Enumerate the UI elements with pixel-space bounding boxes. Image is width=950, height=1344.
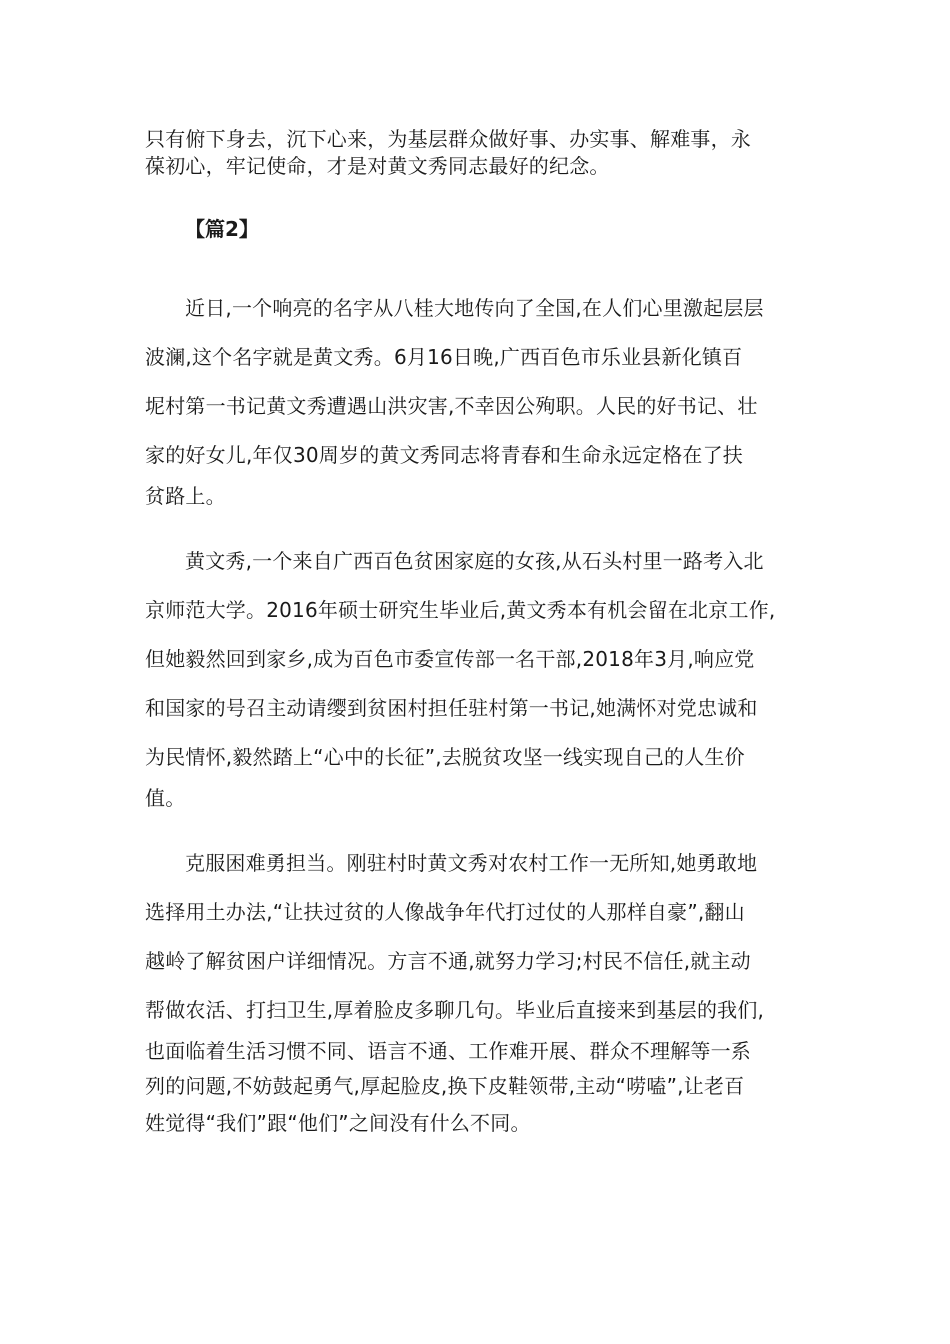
paragraph-2-line-2: 京师范大学。2016年硕士研究生毕业后,黄文秀本有机会留在北京工作,: [145, 598, 776, 622]
paragraph-3-line-4: 帮做农活、打扫卫生,厚着脸皮多聊几句。毕业后直接来到基层的我们,: [145, 998, 765, 1022]
paragraph-3-line-3: 越岭了解贫困户详细情况。方言不通,就努力学习;村民不信任,就主动: [145, 949, 751, 973]
paragraph-1-line-5: 贫路上。: [145, 484, 226, 508]
paragraph-1-line-4: 家的好女儿,年仅30周岁的黄文秀同志将青春和生命永远定格在了扶: [145, 443, 744, 467]
intro-line-2: 葆初心，牢记使命，才是对黄文秀同志最好的纪念。: [145, 154, 610, 178]
paragraph-3-line-6: 列的问题,不妨鼓起勇气,厚起脸皮,换下皮鞋领带,主动“唠嗑”,让老百: [145, 1074, 745, 1098]
paragraph-2-line-4: 和国家的号召主动请缨到贫困村担任驻村第一书记,她满怀对党忠诚和: [145, 696, 758, 720]
paragraph-1-line-2: 波澜,这个名字就是黄文秀。6月16日晚,广西百色市乐业县新化镇百: [145, 345, 743, 369]
paragraph-3-line-7: 姓觉得“我们”跟“他们”之间没有什么不同。: [145, 1111, 531, 1135]
paragraph-2-line-3: 但她毅然回到家乡,成为百色市委宣传部一名干部,2018年3月,响应党: [145, 647, 755, 671]
section-heading: 【篇2】: [185, 217, 259, 241]
paragraph-1-line-1: 近日,一个响亮的名字从八桂大地传向了全国,在人们心里激起层层: [185, 296, 764, 320]
paragraph-3-line-1: 克服困难勇担当。刚驻村时黄文秀对农村工作一无所知,她勇敢地: [185, 851, 758, 875]
paragraph-3-line-5: 也面临着生活习惯不同、语言不通、工作难开展、群众不理解等一系: [145, 1039, 751, 1063]
paragraph-2-line-6: 值。: [145, 786, 186, 810]
paragraph-3-line-2: 选择用土办法,“让扶过贫的人像战争年代打过仗的人那样自豪”,翻山: [145, 900, 745, 924]
paragraph-1-line-3: 坭村第一书记黄文秀遭遇山洪灾害,不幸因公殉职。人民的好书记、壮: [145, 394, 758, 418]
paragraph-2-line-5: 为民情怀,毅然踏上“心中的长征”,去脱贫攻坚一线实现自己的人生价: [145, 745, 745, 769]
intro-line-1: 只有俯下身去，沉下心来，为基层群众做好事、办实事、解难事，永: [145, 127, 751, 151]
paragraph-2-line-1: 黄文秀,一个来自广西百色贫困家庭的女孩,从石头村里一路考入北: [185, 549, 764, 573]
